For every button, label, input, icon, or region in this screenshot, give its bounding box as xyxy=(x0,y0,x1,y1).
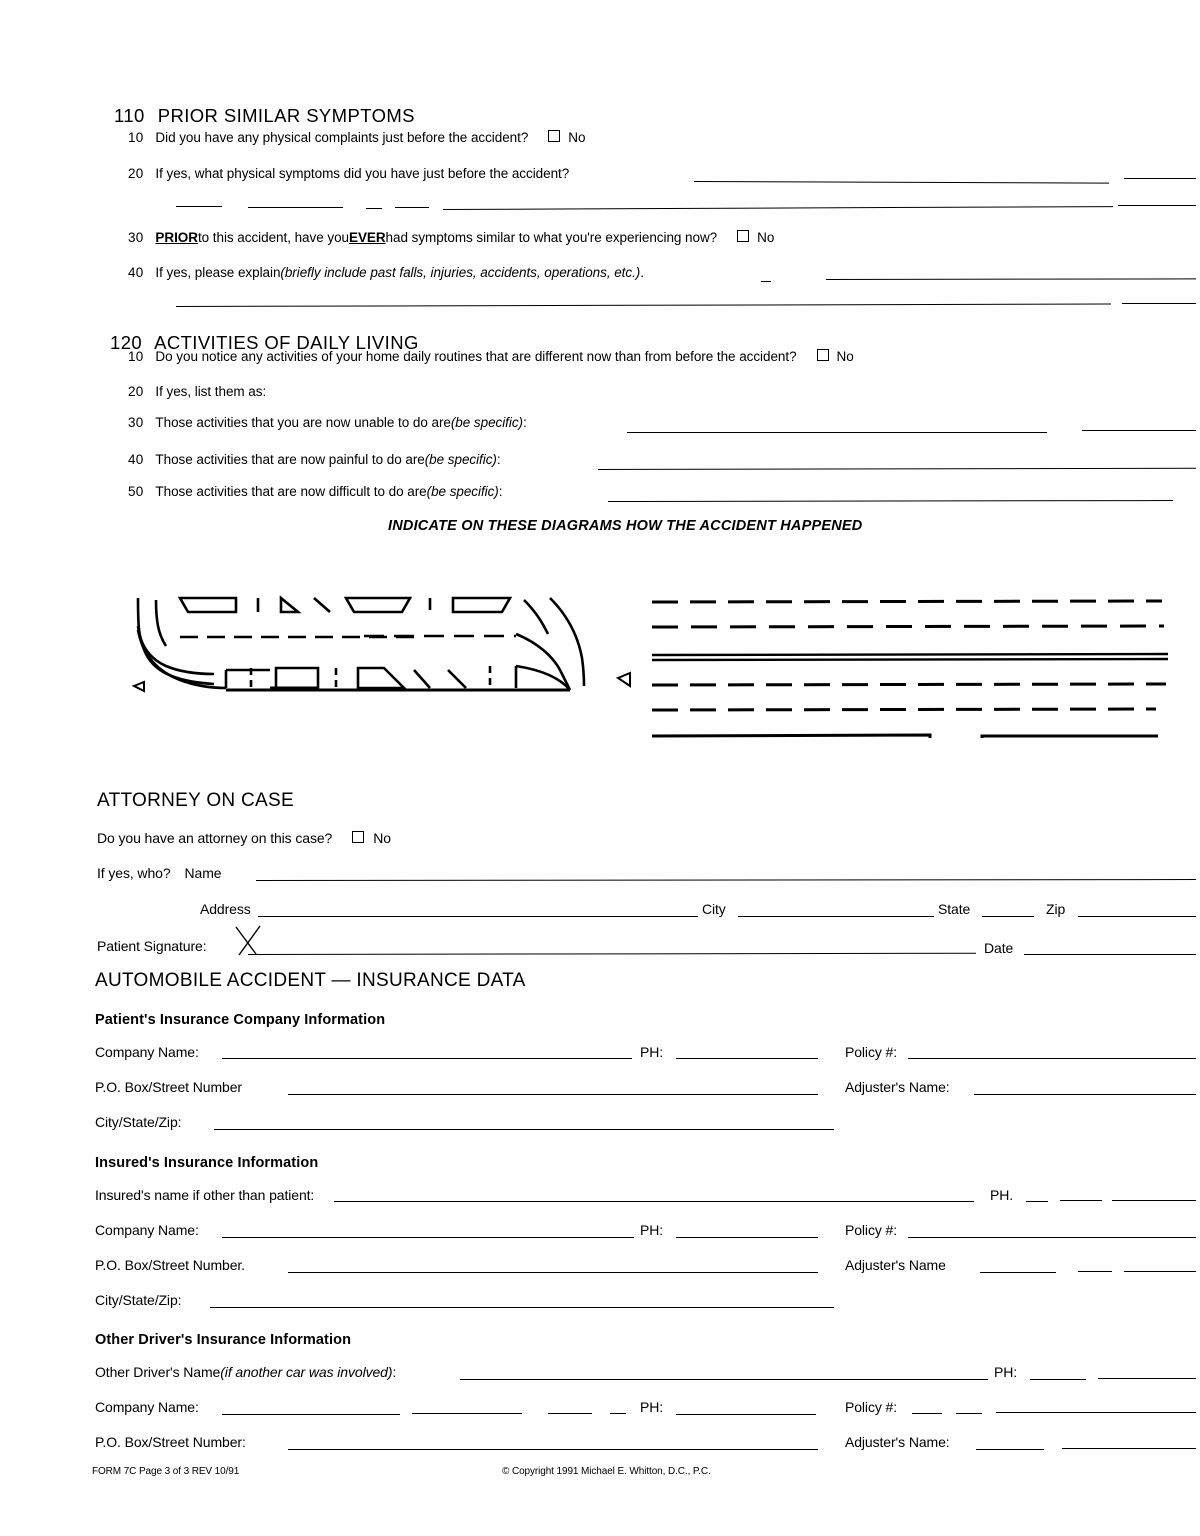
attorney-city-label: City xyxy=(702,901,726,917)
attorney-checkbox-label: No xyxy=(373,830,391,846)
attorney-state-input-line[interactable] xyxy=(982,916,1034,917)
question-110-10-number: 10 xyxy=(128,130,144,145)
checkbox-110-10[interactable] xyxy=(548,130,560,142)
other-policy-input-seg2[interactable] xyxy=(956,1413,982,1414)
question-120-30-post: : xyxy=(522,415,527,430)
section-110-header xyxy=(114,105,415,127)
question-110-20-number: 20 xyxy=(128,166,144,181)
other-driver-name-italic: (if another car was involved) xyxy=(220,1364,393,1380)
other-policy-label: Policy #: xyxy=(845,1399,898,1415)
question-110-30-mid: to this accident, have you xyxy=(197,230,349,245)
signature-x-mark xyxy=(232,924,266,956)
insured-name-input[interactable] xyxy=(334,1201,974,1202)
question-110-40-post: . xyxy=(640,265,644,280)
diagram-instruction: INDICATE ON THESE DIAGRAMS HOW THE ACCIDENT HAPPENED xyxy=(388,518,863,534)
attorney-state-label: State xyxy=(938,901,971,917)
section-120-number: 120 xyxy=(110,332,143,353)
question-120-50-post: : xyxy=(498,484,503,499)
insured-adjuster-input-seg2[interactable] xyxy=(1078,1271,1112,1272)
question-110-40 xyxy=(128,265,644,280)
question-110-40-number: 40 xyxy=(128,265,144,280)
question-120-50-number: 50 xyxy=(128,484,144,499)
other-company-name-input-seg1[interactable] xyxy=(222,1414,400,1415)
attorney-question-row xyxy=(97,830,391,846)
insurance-section-heading: AUTOMOBILE ACCIDENT — INSURANCE DATA xyxy=(95,970,526,991)
other-driver-name-input[interactable] xyxy=(460,1379,988,1380)
attorney-zip-label: Zip xyxy=(1046,901,1066,917)
answer-line-120-40[interactable] xyxy=(598,468,1196,470)
question-120-30 xyxy=(128,415,527,430)
patient-citystatezip-input[interactable] xyxy=(214,1129,834,1130)
answer-line-110-20b-seg5[interactable] xyxy=(443,206,1113,210)
question-120-10-number: 10 xyxy=(128,349,144,364)
answer-line-120-50[interactable] xyxy=(608,500,1173,502)
question-120-20 xyxy=(128,384,266,399)
other-company-name-input-seg3[interactable] xyxy=(548,1413,592,1414)
question-110-20-text: If yes, what physical symptoms did you have just before the accident? xyxy=(155,166,570,181)
answer-line-120-30[interactable] xyxy=(627,432,1047,433)
question-110-20 xyxy=(128,166,569,181)
insured-company-name-label: Company Name: xyxy=(95,1222,199,1238)
question-110-10-text: Did you have any physical complaints just before the accident? xyxy=(155,130,529,145)
patient-signature-input-line[interactable] xyxy=(248,953,976,955)
other-adjuster-label: Adjuster's Name: xyxy=(845,1434,950,1450)
answer-line-110-20b-seg2[interactable] xyxy=(248,207,343,208)
insured-adjuster-label: Adjuster's Name xyxy=(845,1257,946,1273)
insured-adjuster-input-seg1[interactable] xyxy=(980,1272,1056,1273)
question-120-30-italic: (be specific) xyxy=(450,415,523,430)
question-120-10-text: Do you notice any activities of your home daily routines that are different now than from before the accident? xyxy=(155,349,797,364)
attorney-name-label: Name xyxy=(184,865,222,881)
patient-company-name-label: Company Name: xyxy=(95,1044,199,1060)
question-120-40-post: : xyxy=(496,452,501,467)
curved-intersection-roadway-diagram[interactable] xyxy=(118,578,648,706)
insured-ph-input-seg3[interactable] xyxy=(1112,1200,1196,1201)
patient-adjuster-label: Adjuster's Name: xyxy=(845,1079,950,1095)
question-110-10 xyxy=(128,130,585,145)
signature-date-label: Date xyxy=(984,940,1014,956)
patient-company-name-input[interactable] xyxy=(222,1058,632,1059)
insured-pobox-label: P.O. Box/Street Number. xyxy=(95,1257,245,1273)
insured-adjuster-input-seg3[interactable] xyxy=(1124,1271,1196,1272)
other-driver-name-pre: Other Driver's Name xyxy=(95,1364,221,1380)
form-id-footer: FORM 7C Page 3 of 3 REV 10/91 xyxy=(92,1466,240,1477)
attorney-address-label: Address xyxy=(200,901,251,917)
insured-ph-input-seg1[interactable] xyxy=(1026,1201,1048,1202)
question-120-50-italic: (be specific) xyxy=(426,484,499,499)
section-110-number: 110 xyxy=(114,105,145,126)
checkbox-120-10[interactable] xyxy=(817,349,829,361)
straight-multilane-highway-diagram[interactable] xyxy=(650,586,1198,738)
question-120-40-italic: (be specific) xyxy=(424,452,497,467)
other-ph2-label: PH: xyxy=(640,1399,664,1415)
answer-line-110-20a[interactable] xyxy=(694,181,1109,184)
attorney-ifyes-label: If yes, who? xyxy=(97,865,171,881)
insured-ph-label: PH. xyxy=(990,1187,1014,1203)
patient-citystatezip-label: City/State/Zip: xyxy=(95,1114,182,1130)
other-driver-ph-input-seg1[interactable] xyxy=(1030,1379,1086,1380)
question-120-30-pre: Those activities that you are now unable to do are xyxy=(155,415,451,430)
question-110-40-italic: (briefly include past falls, injuries, accidents, operations, etc.) xyxy=(280,265,641,280)
insured-policy-label: Policy #: xyxy=(845,1222,898,1238)
other-driver-name-post: : xyxy=(392,1364,397,1380)
answer-line-110-20b-seg1[interactable] xyxy=(176,206,222,207)
answer-line-110-40-seg2[interactable] xyxy=(826,278,1196,280)
question-110-40-pre: If yes, please explain xyxy=(155,265,281,280)
answer-line-110-20b-seg3[interactable] xyxy=(366,208,382,209)
insured-citystatezip-label: City/State/Zip: xyxy=(95,1292,182,1308)
patient-policy-input[interactable] xyxy=(908,1058,1196,1059)
attorney-name-input-line[interactable] xyxy=(256,879,1196,881)
question-120-20-number: 20 xyxy=(128,384,144,399)
insured-ph2-input[interactable] xyxy=(676,1237,818,1238)
patient-insurance-group-title: Patient's Insurance Company Information xyxy=(95,1012,386,1028)
question-120-40 xyxy=(128,452,501,467)
checkbox-110-30-label: No xyxy=(757,230,775,245)
question-110-30 xyxy=(128,230,774,245)
question-120-20-text: If yes, list them as: xyxy=(155,384,267,399)
checkbox-120-10-label: No xyxy=(836,349,854,364)
other-driver-ph-input-seg2[interactable] xyxy=(1098,1378,1196,1379)
insured-company-name-input[interactable] xyxy=(222,1237,634,1238)
question-120-10 xyxy=(128,349,854,364)
other-driver-ph-label: PH: xyxy=(994,1364,1018,1380)
answer-line-110-20b-seg4[interactable] xyxy=(395,207,429,208)
question-110-30-ever: EVER xyxy=(348,230,386,245)
question-120-40-number: 40 xyxy=(128,452,144,467)
other-driver-group-title: Other Driver's Insurance Information xyxy=(95,1332,352,1348)
patient-pobox-label: P.O. Box/Street Number xyxy=(95,1079,242,1095)
copyright-footer: © Copyright 1991 Michael E. Whitton, D.C., P.C. xyxy=(502,1466,711,1477)
patient-policy-label: Policy #: xyxy=(845,1044,898,1060)
answer-line-110-40b-cont[interactable] xyxy=(1122,303,1196,304)
patient-ph-label: PH: xyxy=(640,1044,664,1060)
other-company-name-input-seg4[interactable] xyxy=(610,1413,626,1414)
patient-ph-input[interactable] xyxy=(676,1058,818,1059)
other-policy-input-seg3[interactable] xyxy=(996,1412,1196,1413)
answer-line-110-20b-seg6[interactable] xyxy=(1118,205,1196,206)
attorney-address-input-line[interactable] xyxy=(258,916,698,917)
insured-name-label: Insured's name if other than patient: xyxy=(95,1187,315,1203)
patient-adjuster-input[interactable] xyxy=(974,1094,1196,1095)
patient-pobox-input[interactable] xyxy=(288,1094,818,1095)
other-company-name-label: Company Name: xyxy=(95,1399,199,1415)
answer-line-110-40-seg1[interactable] xyxy=(761,281,771,282)
other-ph2-input[interactable] xyxy=(676,1414,816,1415)
attorney-ifyes-row xyxy=(97,865,221,881)
checkbox-110-10-label: No xyxy=(568,130,586,145)
insured-pobox-input[interactable] xyxy=(288,1272,818,1273)
patient-signature-label: Patient Signature: xyxy=(97,938,207,954)
question-120-30-number: 30 xyxy=(128,415,144,430)
insured-ph-input-seg2[interactable] xyxy=(1060,1200,1102,1201)
insured-insurance-group-title: Insured's Insurance Information xyxy=(95,1155,319,1171)
section-120-title: ACTIVITIES OF DAILY LIVING xyxy=(154,332,419,353)
attorney-section-heading: ATTORNEY ON CASE xyxy=(97,790,294,811)
insured-ph2-label: PH: xyxy=(640,1222,664,1238)
signature-date-input-line[interactable] xyxy=(1024,954,1196,955)
question-110-30-post: had symptoms similar to what you're experiencing now? xyxy=(385,230,718,245)
insured-citystatezip-input[interactable] xyxy=(210,1307,834,1308)
attorney-checkbox[interactable] xyxy=(352,831,364,843)
other-company-name-input-seg2[interactable] xyxy=(412,1413,522,1414)
question-120-50 xyxy=(128,484,502,499)
answer-line-120-30-cont[interactable] xyxy=(1082,430,1196,431)
other-policy-input-seg1[interactable] xyxy=(912,1413,942,1414)
other-adjuster-input-seg2[interactable] xyxy=(1062,1448,1196,1449)
attorney-city-input-line[interactable] xyxy=(738,916,934,917)
checkbox-110-30[interactable] xyxy=(737,230,749,242)
question-120-50-pre: Those activities that are now difficult to do are xyxy=(155,484,427,499)
question-110-30-number: 30 xyxy=(128,230,144,245)
answer-line-110-40b[interactable] xyxy=(176,304,1111,307)
other-driver-name-row xyxy=(95,1364,396,1380)
section-110-title: PRIOR SIMILAR SYMPTOMS xyxy=(157,105,415,126)
attorney-question-label: Do you have an attorney on this case? xyxy=(97,830,333,846)
other-pobox-input[interactable] xyxy=(288,1449,818,1450)
other-pobox-label: P.O. Box/Street Number: xyxy=(95,1434,246,1450)
answer-line-110-20a-cont[interactable] xyxy=(1124,178,1196,179)
question-120-40-pre: Those activities that are now painful to do are xyxy=(155,452,425,467)
attorney-zip-input-line[interactable] xyxy=(1078,916,1196,917)
insured-policy-input[interactable] xyxy=(908,1237,1196,1238)
other-adjuster-input-seg1[interactable] xyxy=(976,1449,1044,1450)
question-110-30-prior: PRIOR xyxy=(155,230,198,245)
